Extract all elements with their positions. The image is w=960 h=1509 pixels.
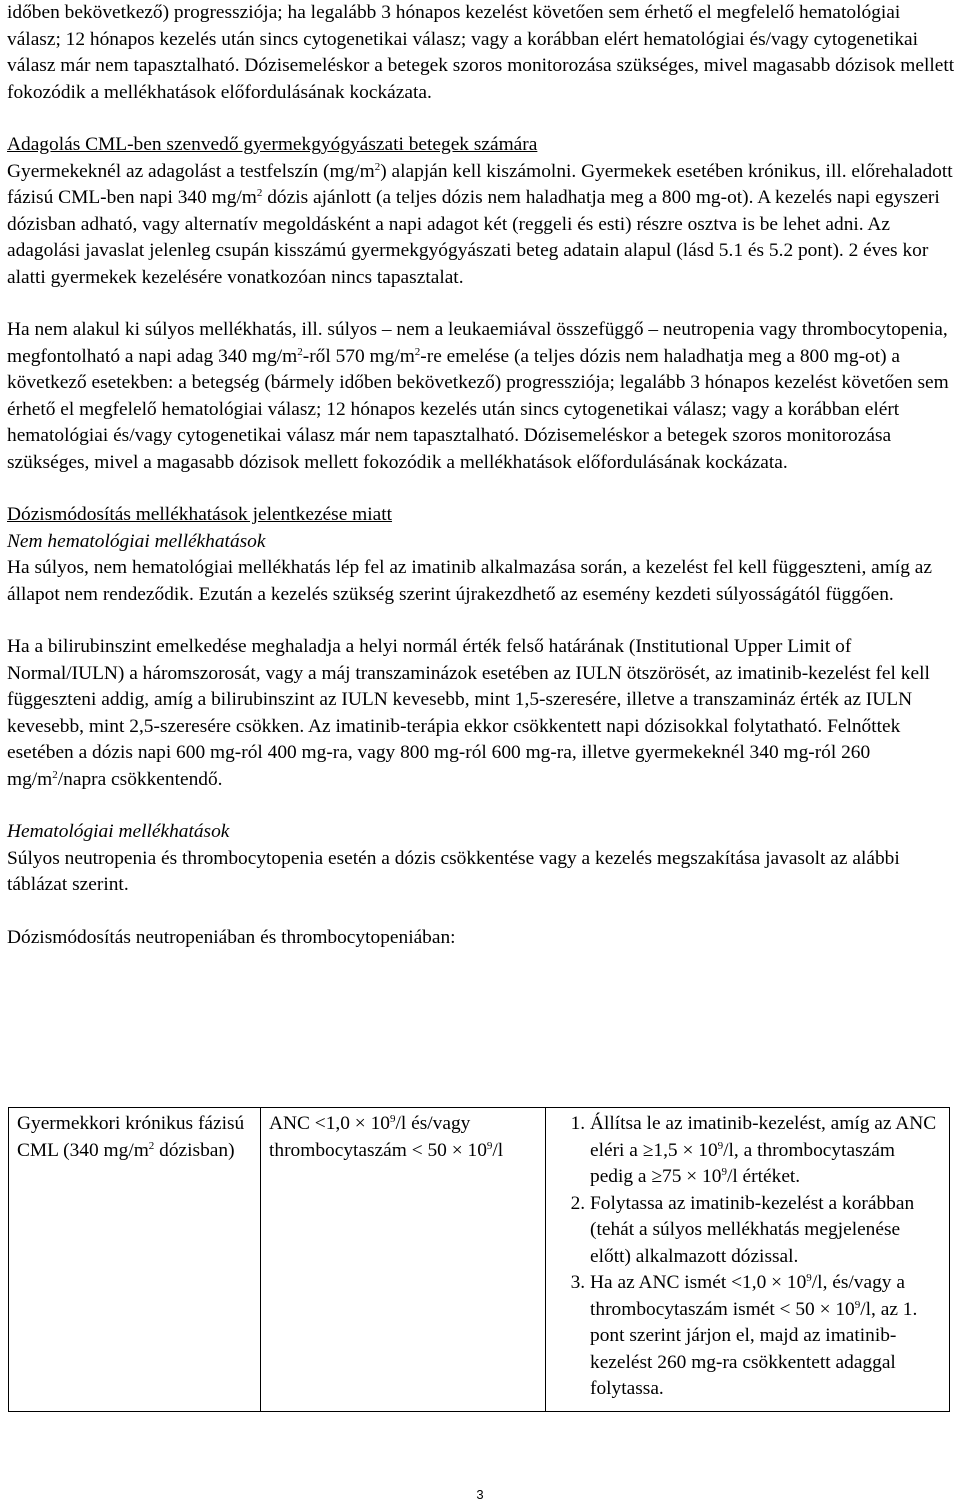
- paragraph-pediatric-dosing: Gyermekeknél az adagolást a testfelszín $(mg/m^2)$ alapján kell kiszámolni. Gyermekek esetében krónikus, ill. előrehaladott fázisú CML-ben napi 340 $mg/m^2$ dózis ajánlott (a teljes dózis nem haladhatja meg a 800 mg-ot). A kezelés napi egyszeri dózisban adható, vagy alternatív megoldásként a napi adagot két (reggeli és esti) részre osztva is be lehet adni. Az adagolási javaslat jelenleg csupán kisszámú gyermekgyógyászati beteg adatain alapul (lásd 5.1 és 5.2 pont). 2 éves kor alatti gyermekek kezelésére vonatkozóan nincs tapasztalat.: [7, 160, 953, 288]
- document-page: [7, 0, 957, 951]
- table-cell-actions: [546, 1108, 950, 1412]
- list-item-step-1: 1. Állítsa le az imatinib-kezelést, amíg az ANC eléri $a \ge 1,5 \times 10^9/l$, a thrombocytaszám pedig $a \ge 75 \times 10^9/l$ értéket.: [590, 1111, 941, 1191]
- paragraph-pediatric-escalation: Ha nem alakul ki súlyos mellékhatás, ill. súlyos – nem a leukaemiával összefüggő – neutropenia vagy thrombocytopenia, megfontolható a napi adag 340 $mg/m^2$-ről 570 $mg/m^2-re$ emelése (a teljes dózis nem haladhatja meg a 800 mg-ot) a következő esetekben: a betegség (bármely időben bekövetkező) progressziója; legalább 3 hónapos kezelést követően sem érhető el megfelelő hematológiai válasz; 12 hónapos kezelés után sincs cytogenetikai válasz; vagy a korábban elért hematológiai és/vagy cytogenetikai válasz már nem tapasztalható. Dózisemeléskor a betegek szoros monitorozása szükséges, mivel a magasabb dózisok mellett fokozódik a mellékhatások előfordulásának kockázata.: [7, 319, 949, 473]
- table-cell-threshold: ANC $<1,0 \times 10^9/l$ és/vagy thrombocytaszám < $50 \times 10^9/l$: [261, 1108, 546, 1412]
- heading-hematologic: Hematológiai mellékhatások: [7, 821, 230, 842]
- table-intro: Dózismódosítás neutropeniában és thrombocytopeniában:: [7, 926, 456, 948]
- heading-non-hematologic: Nem hematológiai mellékhatások: [7, 530, 266, 552]
- dose-adjustment-table: [8, 1107, 950, 1412]
- table-row: [9, 1108, 950, 1412]
- page-number: 3: [476, 1487, 484, 1502]
- heading-pediatric-dosing: Adagolás CML-ben szenvedő gyermekgyógyászati betegek számára: [7, 134, 538, 155]
- paragraph-non-hematologic: Ha súlyos, nem hematológiai mellékhatás lép fel az imatinib alkalmazása során, a kezelést fel kell függeszteni, amíg az állapot nem rendeződik. Ezután a kezelés szükség szerint újrakezdhető az esemény kezdeti súlyosságától függően.: [7, 557, 933, 605]
- table-cell-indication: Gyermekkori krónikus fázisú CML (340 $mg/m^2$ dózisban): [9, 1108, 261, 1412]
- paragraph-hematologic: Súlyos neutropenia és thrombocytopenia esetén a dózis csökkentése vagy a kezelés megszakítása javasolt az alábbi táblázat szerint.: [7, 847, 900, 895]
- action-steps-list: [554, 1111, 941, 1403]
- paragraph-bilirubin: Ha a bilirubinszint emelkedése meghaladja a helyi normál érték felső határának (Institutional Upper Limit of Normal/IULN) a háromszorosát, vagy a máj transzaminázok esetében az IULN ötszörösét, az imatinib-kezelést fel kell függeszteni addig, amíg a bilirubinszint az IULN kevesebb, mint 1,5-szeresére, illetve a transzamináz érték az IULN kevesebb, mint 2,5-szeresére csökken. Az imatinib-terápia ekkor csökkentett napi dózisokkal folytatható. Felnőttek esetében a dózis napi 600 mg-ról 400 mg-ra, vagy 800 mg-ról 600 mg-ra, illetve gyermekeknél 340 mg-ról 260 $mg/m^2$/napra csökkentendő.: [7, 636, 930, 790]
- paragraph-dose-escalation-adult: időben bekövetkező) progressziója; ha legalább 3 hónapos kezelést követően sem érhető el megfelelő hematológiai válasz; 12 hónapos kezelés után sincs cytogenetikai válasz; vagy a korábban elért hematológiai és/vagy cytogenetikai válasz már nem tapasztalható. Dózisemeléskor a betegek szoros monitorozása szükséges, mivel magasabb dózisok mellett fokozódik a mellékhatások előfordulásának kockázata.: [7, 2, 955, 103]
- heading-dose-adjustment: Dózismódosítás mellékhatások jelentkezése miatt: [7, 504, 393, 525]
- list-item-step-3: 3. Ha az ANC ismét $<1,0 \times 10^9/l$, és/vagy a thrombocytaszám ismét < $50 \times 10^9/l$, az 1. pont szerint járjon el, majd az imatinib-kezelést 260 mg-ra csökkentett adaggal folytassa.: [590, 1270, 941, 1403]
- list-item-step-2: 2. Folytassa az imatinib-kezelést a korábban (tehát a súlyos mellékhatás megjelenése előtt) alkalmazott dózissal.: [590, 1191, 941, 1271]
